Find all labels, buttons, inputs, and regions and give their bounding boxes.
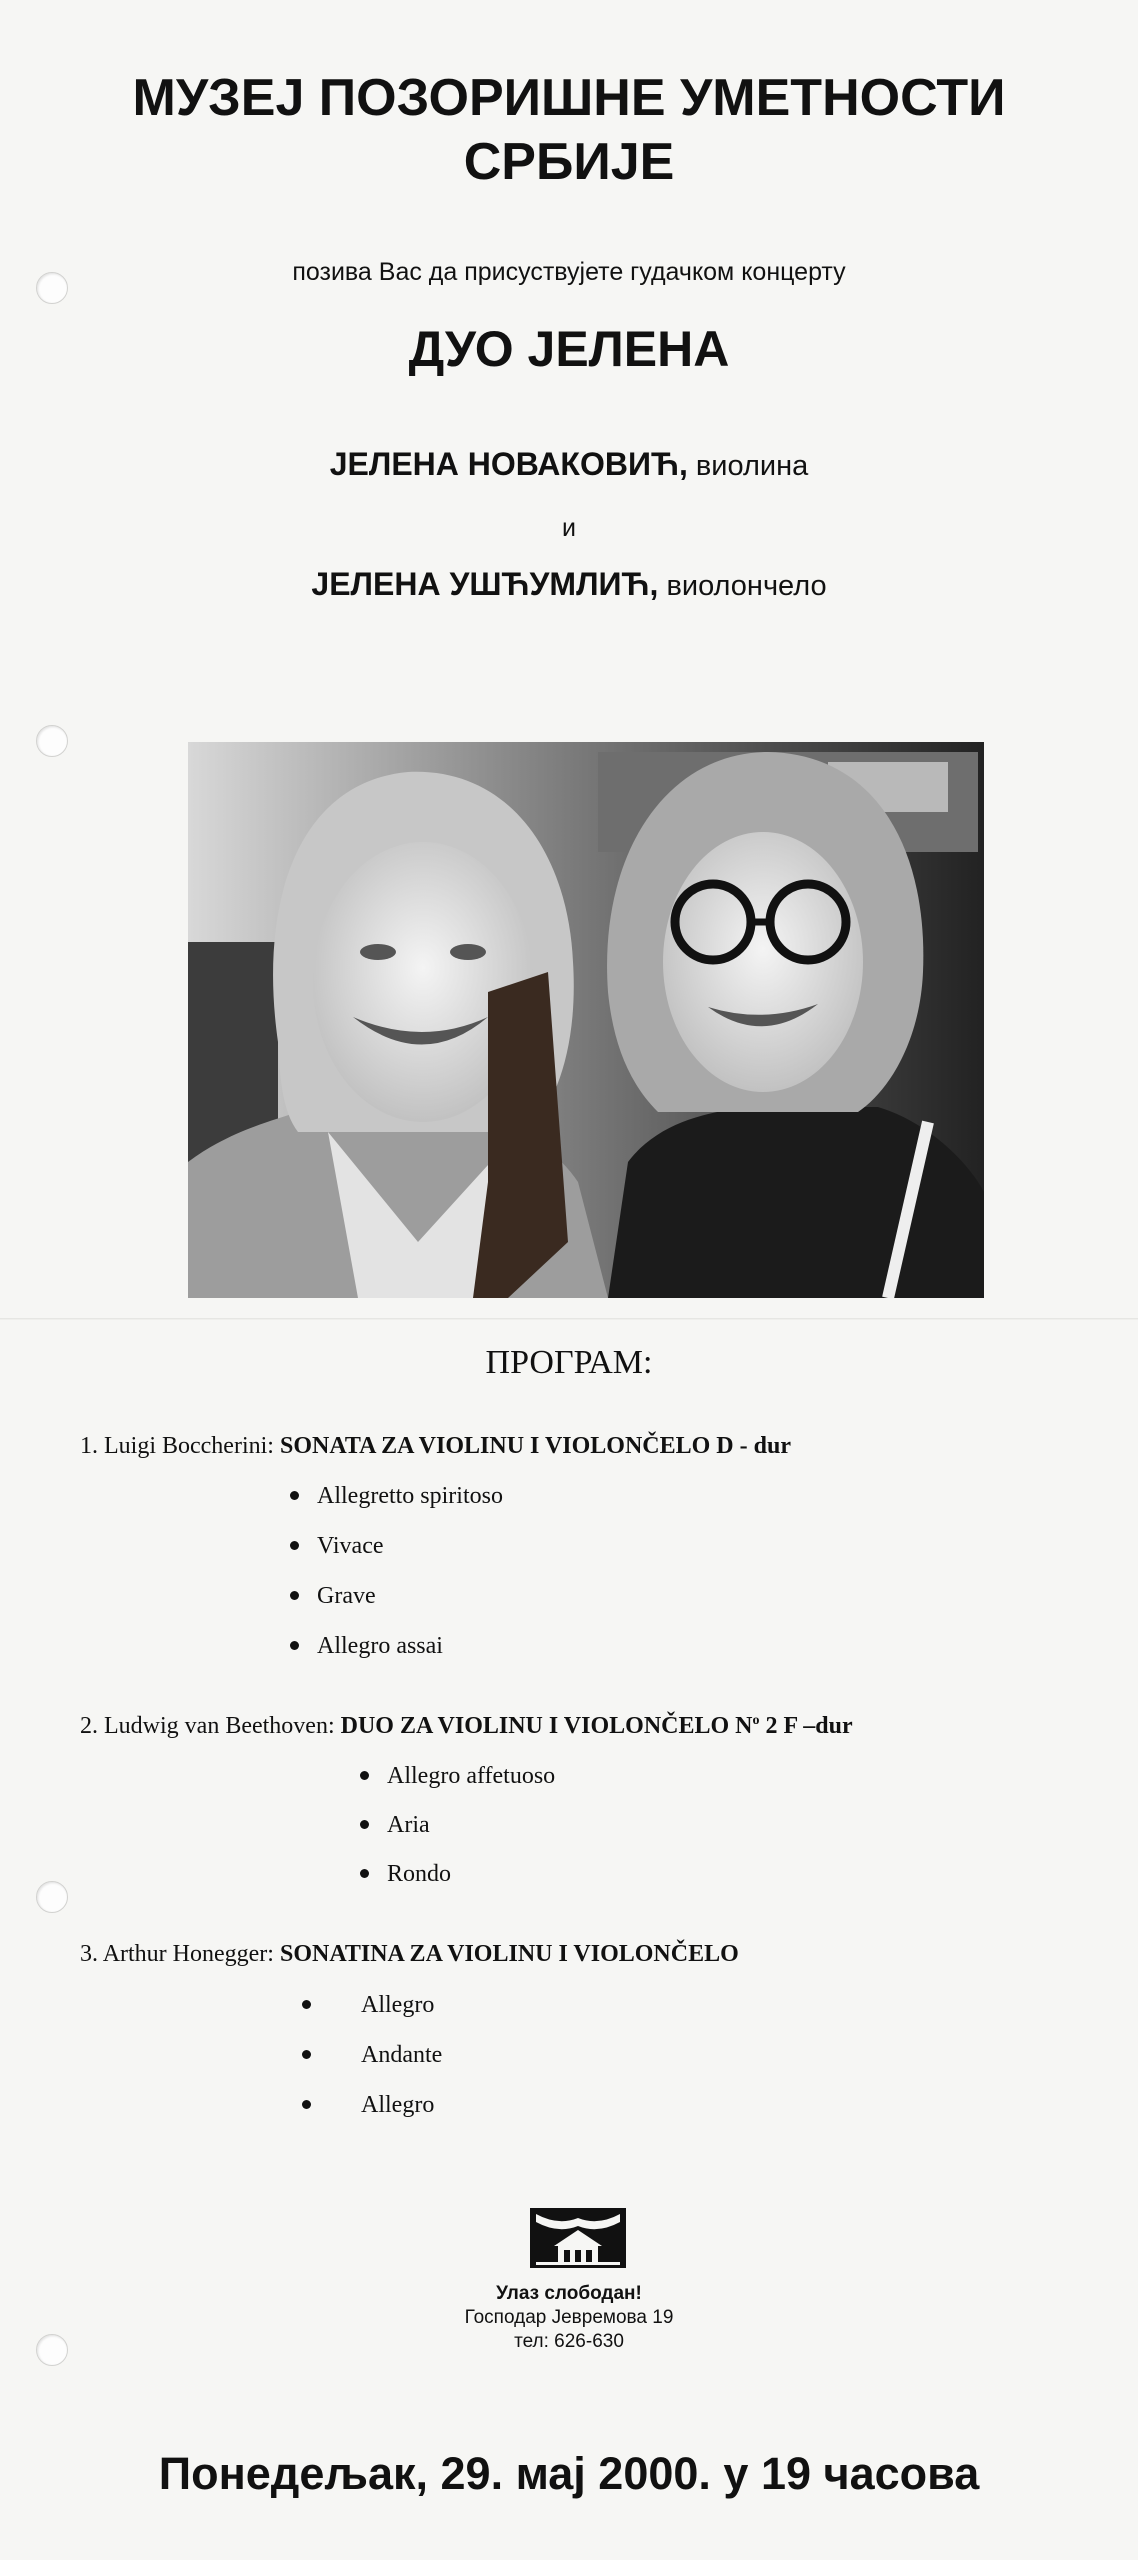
bullet-icon [290,1591,299,1600]
movement-label: Allegro [361,1992,435,2018]
piece-3-number: 3. [80,1941,98,1967]
performer-2-instrument: виолончело [658,570,827,602]
invitation-text: позива Вас да присуствујете гудачком концерту [292,258,846,286]
movement-label: Vivace [317,1533,384,1559]
conjunction: и [562,514,576,542]
punch-hole [36,725,68,757]
piece-3-work: SONATINA ZA VIOLINU I VIOLONČELO [279,1941,739,1967]
program-title: ПРОГРАМ: [485,1344,653,1381]
piece-1-number: 1. [80,1433,98,1459]
museum-title-line-2: СРБИЈЕ [463,133,675,191]
performer-1 [0,446,1138,483]
movement-item [290,1483,503,1510]
bullet-icon [302,2050,311,2059]
movement-label: Allegro [361,2092,435,2118]
movement-label: Rondo [387,1861,452,1887]
movement-item [302,2092,434,2119]
movement-label: Andante [361,2042,443,2068]
phone: тел: 626-630 [514,2331,624,2352]
bullet-icon [290,1541,299,1550]
movement-label: Aria [387,1812,430,1838]
program-piece-1 [80,1433,791,1460]
program-piece-2 [80,1713,853,1740]
address: Господар Јевремова 19 [464,2307,674,2328]
bullet-icon [290,1491,299,1500]
piece-2-number: 2. [80,1713,98,1739]
ensemble-name: ДУО ЈЕЛЕНА [408,321,730,377]
entry-note: Улаз слободан! [496,2283,642,2304]
bullet-icon [360,1820,369,1829]
performer-2-name: ЈЕЛЕНА УШЋУМЛИЋ, [311,566,659,602]
movement-label: Grave [317,1583,376,1609]
page-fold-line [0,1318,1138,1320]
program-piece-3 [80,1941,739,1968]
movement-item [360,1812,430,1839]
bullet-icon [360,1771,369,1780]
museum-title-line-1: МУЗЕЈ ПОЗОРИШНЕ УМЕТНОСТИ [132,69,1006,127]
piece-1-composer: Luigi Boccherini: [104,1433,274,1459]
performer-1-name: ЈЕЛЕНА НОВАКОВИЋ, [329,446,688,482]
punch-hole [36,1881,68,1913]
movement-label: Allegretto spiritoso [317,1483,503,1509]
movement-item [360,1763,555,1790]
event-date: Понедељак, 29. мај 2000. у 19 часова [158,2448,980,2499]
piece-2-composer: Ludwig van Beethoven: [104,1713,335,1739]
bullet-icon [302,2000,311,2009]
piece-1-work: SONATA ZA VIOLINU I VIOLONČELO D - dur [279,1433,791,1459]
duo-photo [188,742,984,1298]
piece-2-work-number-mark: o [752,1713,760,1728]
bullet-icon [360,1869,369,1878]
performer-2 [0,566,1138,603]
performer-1-instrument: виолина [687,450,809,482]
movement-item [290,1633,443,1660]
piece-2-work [341,1713,853,1739]
bullet-icon [302,2100,311,2109]
movement-label: Allegro assai [317,1633,443,1659]
movement-item [302,2042,442,2069]
piece-2-work-key: 2 F –dur [759,1713,853,1739]
movement-label: Allegro affetuoso [387,1763,556,1789]
piece-3-composer: Arthur Honegger: [102,1941,274,1967]
movement-item [290,1533,384,1560]
movement-item [290,1583,376,1610]
museum-logo-icon [528,2206,628,2270]
movement-item [302,1992,434,2019]
piece-2-work-title: DUO ZA VIOLINU I VIOLONČELO N [340,1713,753,1739]
bullet-icon [290,1641,299,1650]
movement-item [360,1861,451,1888]
museum-title [0,66,1138,194]
